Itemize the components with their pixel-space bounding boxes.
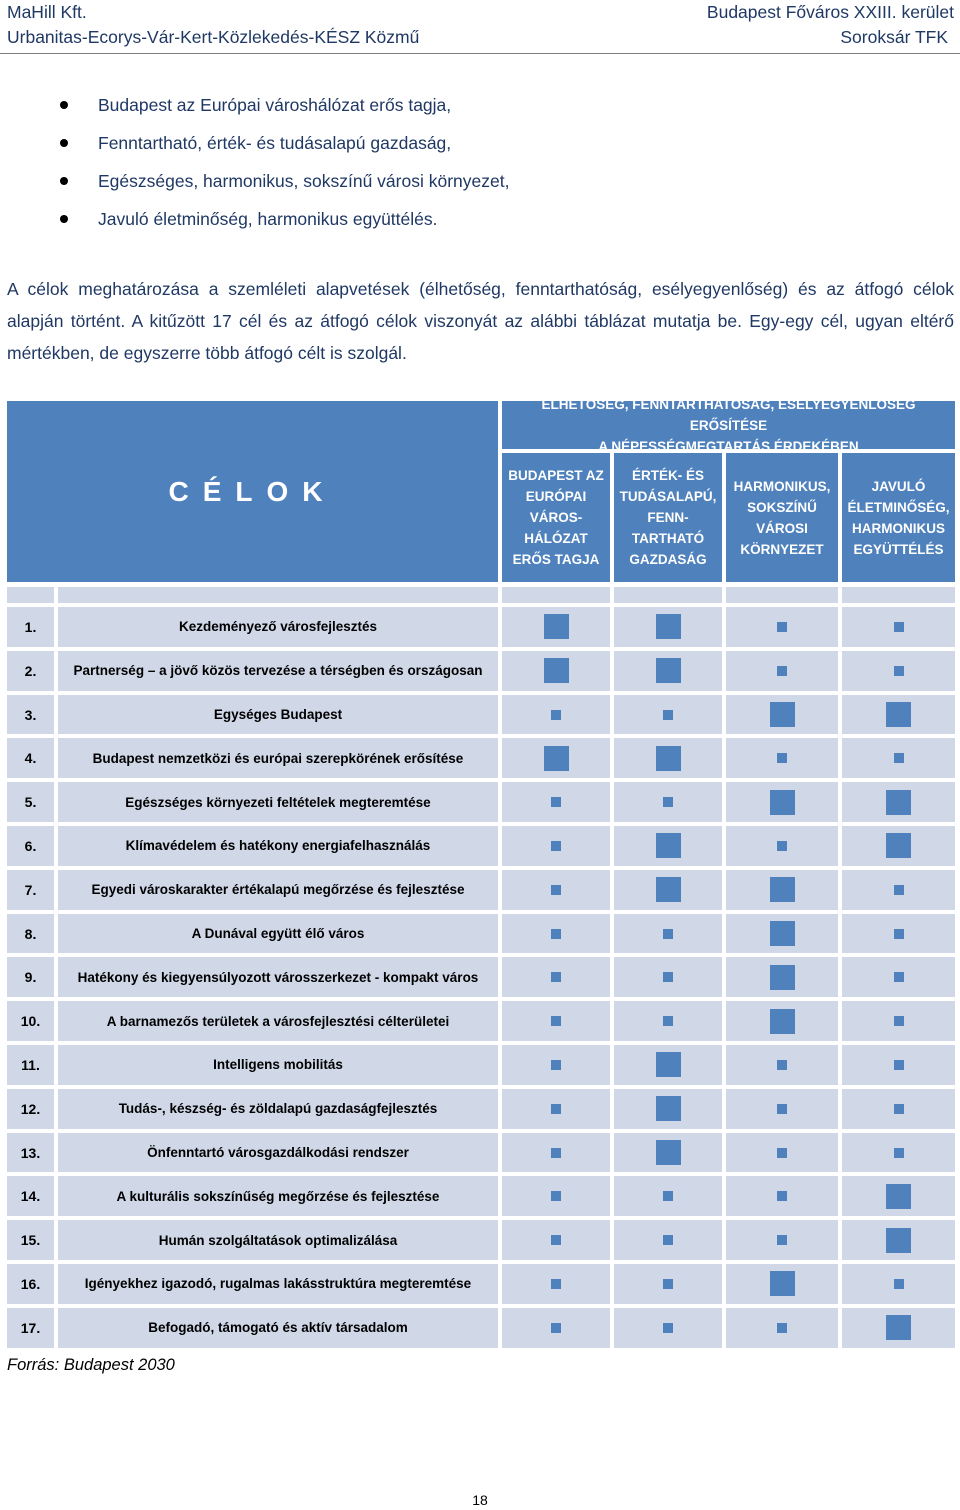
overarching-goal-line2: A NÉPESSÉGMEGTARTÁS ÉRDEKÉBEN	[598, 438, 859, 454]
weak-relation-marker	[777, 666, 787, 676]
relation-cell	[614, 1089, 722, 1129]
relation-cell	[842, 914, 955, 954]
strong-relation-marker	[656, 1052, 681, 1077]
goal-title: Klímavédelem és hatékony energiafelhasználás	[58, 826, 498, 866]
relation-cell	[726, 1001, 838, 1041]
strong-relation-marker	[886, 1315, 911, 1340]
relation-cell	[614, 651, 722, 691]
relation-cell	[842, 1220, 955, 1260]
weak-relation-marker	[777, 1060, 787, 1070]
goal-title: A kulturális sokszínűség megőrzése és fejlesztése	[58, 1176, 498, 1216]
strong-relation-marker	[886, 702, 911, 727]
weak-relation-marker	[894, 666, 904, 676]
relation-cell	[842, 826, 955, 866]
header-document: Soroksár TFK	[840, 27, 948, 47]
strong-relation-marker	[770, 1009, 795, 1034]
weak-relation-marker	[777, 1191, 787, 1201]
relation-cell	[842, 607, 955, 647]
relation-cell	[614, 1176, 722, 1216]
relation-cell	[726, 695, 838, 735]
strong-relation-marker	[544, 614, 569, 639]
relation-cell	[502, 695, 610, 735]
goal-number: 13.	[7, 1133, 54, 1173]
goal-title: Igényekhez igazodó, rugalmas lakásstruktúra megteremtése	[58, 1264, 498, 1304]
weak-relation-marker	[551, 929, 561, 939]
weak-relation-marker	[551, 841, 561, 851]
weak-relation-marker	[894, 885, 904, 895]
spacer-row	[502, 587, 610, 603]
relation-cell	[842, 782, 955, 822]
strong-relation-marker	[886, 1228, 911, 1253]
goal-number: 2.	[7, 651, 54, 691]
goal-title: A Dunával együtt élő város	[58, 914, 498, 954]
weak-relation-marker	[551, 710, 561, 720]
overarching-goal-line1: ÉLHETŐSÉG, FENNTARTHATÓSÁG, ESÉLYEGYENLŐSÉG ERŐSÍTÉSE	[541, 396, 916, 433]
goal-title: Egészséges környezeti feltételek megteremtése	[58, 782, 498, 822]
relation-cell	[614, 870, 722, 910]
weak-relation-marker	[777, 753, 787, 763]
overarching-goal-header	[502, 396, 955, 454]
relation-cell	[614, 1045, 722, 1085]
goal-title: Intelligens mobilitás	[58, 1045, 498, 1085]
relation-cell	[842, 1001, 955, 1041]
page-number: 18	[472, 1492, 488, 1508]
relation-cell	[726, 1045, 838, 1085]
relation-cell	[842, 651, 955, 691]
relation-cell	[614, 1001, 722, 1041]
goal-title: Partnerség – a jövő közös tervezése a térségben és országosan	[58, 651, 498, 691]
relation-cell	[502, 607, 610, 647]
strong-relation-marker	[656, 1096, 681, 1121]
relation-cell	[726, 1133, 838, 1173]
relation-cell	[726, 1308, 838, 1348]
weak-relation-marker	[777, 1235, 787, 1245]
weak-relation-marker	[663, 797, 673, 807]
column-header-2: ÉRTÉK- ÉS TUDÁSALAPÚ, FENN-TARTHATÓ GAZDASÁG	[614, 453, 722, 582]
weak-relation-marker	[894, 1104, 904, 1114]
weak-relation-marker	[894, 929, 904, 939]
relation-cell	[726, 914, 838, 954]
weak-relation-marker	[663, 710, 673, 720]
relation-cell	[842, 1045, 955, 1085]
relation-cell	[842, 1308, 955, 1348]
header-consortium: Urbanitas-Ecorys-Vár-Kert-Közlekedés-KÉSZ Közmű	[7, 27, 420, 47]
goal-title: Budapest nemzetközi és európai szerepkörének erősítése	[58, 738, 498, 778]
strong-relation-marker	[770, 965, 795, 990]
relation-cell	[726, 870, 838, 910]
column-header-3: HARMONIKUS, SOKSZÍNŰ VÁROSI KÖRNYEZET	[726, 453, 838, 582]
column-header-4: JAVULÓ ÉLETMINŐSÉG, HARMONIKUS EGYÜTTÉLÉS	[842, 453, 955, 582]
goal-number: 7.	[7, 870, 54, 910]
weak-relation-marker	[663, 1279, 673, 1289]
objective-bullet-list	[60, 92, 509, 244]
goal-number: 14.	[7, 1176, 54, 1216]
weak-relation-marker	[777, 622, 787, 632]
relation-cell	[502, 826, 610, 866]
weak-relation-marker	[663, 929, 673, 939]
weak-relation-marker	[777, 1148, 787, 1158]
weak-relation-marker	[777, 1104, 787, 1114]
relation-cell	[502, 914, 610, 954]
relation-cell	[726, 1220, 838, 1260]
strong-relation-marker	[544, 746, 569, 771]
relation-cell	[502, 651, 610, 691]
relation-cell	[726, 1089, 838, 1129]
relation-cell	[614, 782, 722, 822]
relation-cell	[726, 1264, 838, 1304]
relation-cell	[614, 826, 722, 866]
strong-relation-marker	[656, 746, 681, 771]
relation-cell	[614, 914, 722, 954]
relation-cell	[726, 782, 838, 822]
strong-relation-marker	[770, 790, 795, 815]
strong-relation-marker	[656, 614, 681, 639]
weak-relation-marker	[663, 1191, 673, 1201]
relation-cell	[842, 695, 955, 735]
relation-cell	[726, 957, 838, 997]
weak-relation-marker	[894, 1060, 904, 1070]
strong-relation-marker	[886, 790, 911, 815]
weak-relation-marker	[663, 1016, 673, 1026]
relation-cell	[614, 738, 722, 778]
relation-cell	[502, 1308, 610, 1348]
spacer-row	[58, 587, 498, 603]
relation-cell	[726, 738, 838, 778]
goal-number: 16.	[7, 1264, 54, 1304]
goal-title: Befogadó, támogató és aktív társadalom	[58, 1308, 498, 1348]
bullet-item: Budapest az Európai városhálózat erős tagja,	[60, 92, 509, 130]
relation-cell	[726, 826, 838, 866]
relation-cell	[842, 1133, 955, 1173]
strong-relation-marker	[886, 1184, 911, 1209]
relation-cell	[614, 1264, 722, 1304]
relation-cell	[502, 1045, 610, 1085]
strong-relation-marker	[770, 921, 795, 946]
header-divider	[0, 53, 960, 54]
strong-relation-marker	[770, 1271, 795, 1296]
spacer-row	[726, 587, 838, 603]
relation-cell	[726, 607, 838, 647]
goal-title: Hatékony és kiegyensúlyozott városszerkezet - kompakt város	[58, 957, 498, 997]
goal-number: 17.	[7, 1308, 54, 1348]
weak-relation-marker	[551, 797, 561, 807]
goal-number: 11.	[7, 1045, 54, 1085]
relation-cell	[502, 1133, 610, 1173]
relation-cell	[614, 957, 722, 997]
weak-relation-marker	[894, 753, 904, 763]
goal-number: 6.	[7, 826, 54, 866]
relation-cell	[842, 738, 955, 778]
relation-cell	[842, 1176, 955, 1216]
goal-number: 8.	[7, 914, 54, 954]
goal-title: Humán szolgáltatások optimalizálása	[58, 1220, 498, 1260]
weak-relation-marker	[894, 1016, 904, 1026]
weak-relation-marker	[551, 1104, 561, 1114]
relation-cell	[726, 1176, 838, 1216]
goal-number: 3.	[7, 695, 54, 735]
header-company: MaHill Kft.	[7, 2, 87, 22]
strong-relation-marker	[886, 833, 911, 858]
relation-cell	[502, 738, 610, 778]
strong-relation-marker	[544, 658, 569, 683]
goal-title: Tudás-, készség- és zöldalapú gazdaságfejlesztés	[58, 1089, 498, 1129]
weak-relation-marker	[551, 1148, 561, 1158]
goal-title: Egyedi városkarakter értékalapú megőrzése és fejlesztése	[58, 870, 498, 910]
weak-relation-marker	[551, 972, 561, 982]
weak-relation-marker	[551, 1016, 561, 1026]
weak-relation-marker	[551, 1235, 561, 1245]
weak-relation-marker	[894, 1148, 904, 1158]
relation-cell	[502, 957, 610, 997]
relation-cell	[502, 870, 610, 910]
strong-relation-marker	[770, 702, 795, 727]
weak-relation-marker	[777, 841, 787, 851]
relation-cell	[726, 651, 838, 691]
weak-relation-marker	[894, 972, 904, 982]
relation-cell	[614, 695, 722, 735]
source-caption: Forrás: Budapest 2030	[7, 1356, 175, 1374]
strong-relation-marker	[656, 877, 681, 902]
weak-relation-marker	[777, 1323, 787, 1333]
weak-relation-marker	[663, 972, 673, 982]
relation-cell	[502, 1001, 610, 1041]
goal-number: 9.	[7, 957, 54, 997]
relation-cell	[502, 1220, 610, 1260]
goal-number: 12.	[7, 1089, 54, 1129]
celok-header	[7, 401, 498, 582]
relation-cell	[502, 1089, 610, 1129]
relation-cell	[502, 782, 610, 822]
bullet-item: Egészséges, harmonikus, sokszínű városi környezet,	[60, 168, 509, 206]
relation-cell	[502, 1176, 610, 1216]
celok-header-text: CÉLOK	[168, 475, 337, 507]
goal-title: A barnamezős területek a városfejlesztési célterületei	[58, 1001, 498, 1041]
weak-relation-marker	[894, 1279, 904, 1289]
strong-relation-marker	[656, 833, 681, 858]
goals-matrix-table	[7, 396, 955, 1346]
relation-cell	[614, 607, 722, 647]
weak-relation-marker	[551, 885, 561, 895]
relation-cell	[842, 870, 955, 910]
goal-title: Kezdeményező városfejlesztés	[58, 607, 498, 647]
weak-relation-marker	[663, 1323, 673, 1333]
weak-relation-marker	[551, 1060, 561, 1070]
goal-title: Egységes Budapest	[58, 695, 498, 735]
goal-number: 4.	[7, 738, 54, 778]
relation-cell	[842, 1264, 955, 1304]
relation-cell	[614, 1308, 722, 1348]
goal-number: 5.	[7, 782, 54, 822]
weak-relation-marker	[663, 1235, 673, 1245]
goal-number: 10.	[7, 1001, 54, 1041]
header-client: Budapest Főváros XXIII. kerület	[706, 2, 954, 22]
weak-relation-marker	[551, 1323, 561, 1333]
spacer-row	[842, 587, 955, 603]
relation-cell	[614, 1133, 722, 1173]
relation-cell	[842, 957, 955, 997]
strong-relation-marker	[770, 877, 795, 902]
goal-title: Önfenntartó városgazdálkodási rendszer	[58, 1133, 498, 1173]
relation-cell	[842, 1089, 955, 1129]
column-header-1: BUDAPEST AZ EURÓPAI VÁROS-HÁLÓZAT ERŐS TAGJA	[502, 453, 610, 582]
relation-cell	[502, 1264, 610, 1304]
strong-relation-marker	[656, 1140, 681, 1165]
goal-number: 1.	[7, 607, 54, 647]
spacer-row	[614, 587, 722, 603]
relation-cell	[614, 1220, 722, 1260]
spacer-row	[7, 587, 54, 603]
goal-number: 15.	[7, 1220, 54, 1260]
strong-relation-marker	[656, 658, 681, 683]
bullet-item: Javuló életminőség, harmonikus együttélés.	[60, 206, 509, 244]
bullet-item: Fenntartható, érték- és tudásalapú gazdaság,	[60, 130, 509, 168]
intro-paragraph: A célok meghatározása a szemléleti alapvetések (élhetőség, fenntarthatóság, esélyegyenlőség) és az átfogó célok alapján történt. A kitűzött 17 cél és az átfogó célok viszonyát az alábbi táblázat mutatja be. Egy-egy cél, ugyan eltérő mértékben, de egyszerre több átfogó célt is szolgál.	[7, 279, 954, 363]
weak-relation-marker	[551, 1191, 561, 1201]
weak-relation-marker	[894, 622, 904, 632]
weak-relation-marker	[551, 1279, 561, 1289]
